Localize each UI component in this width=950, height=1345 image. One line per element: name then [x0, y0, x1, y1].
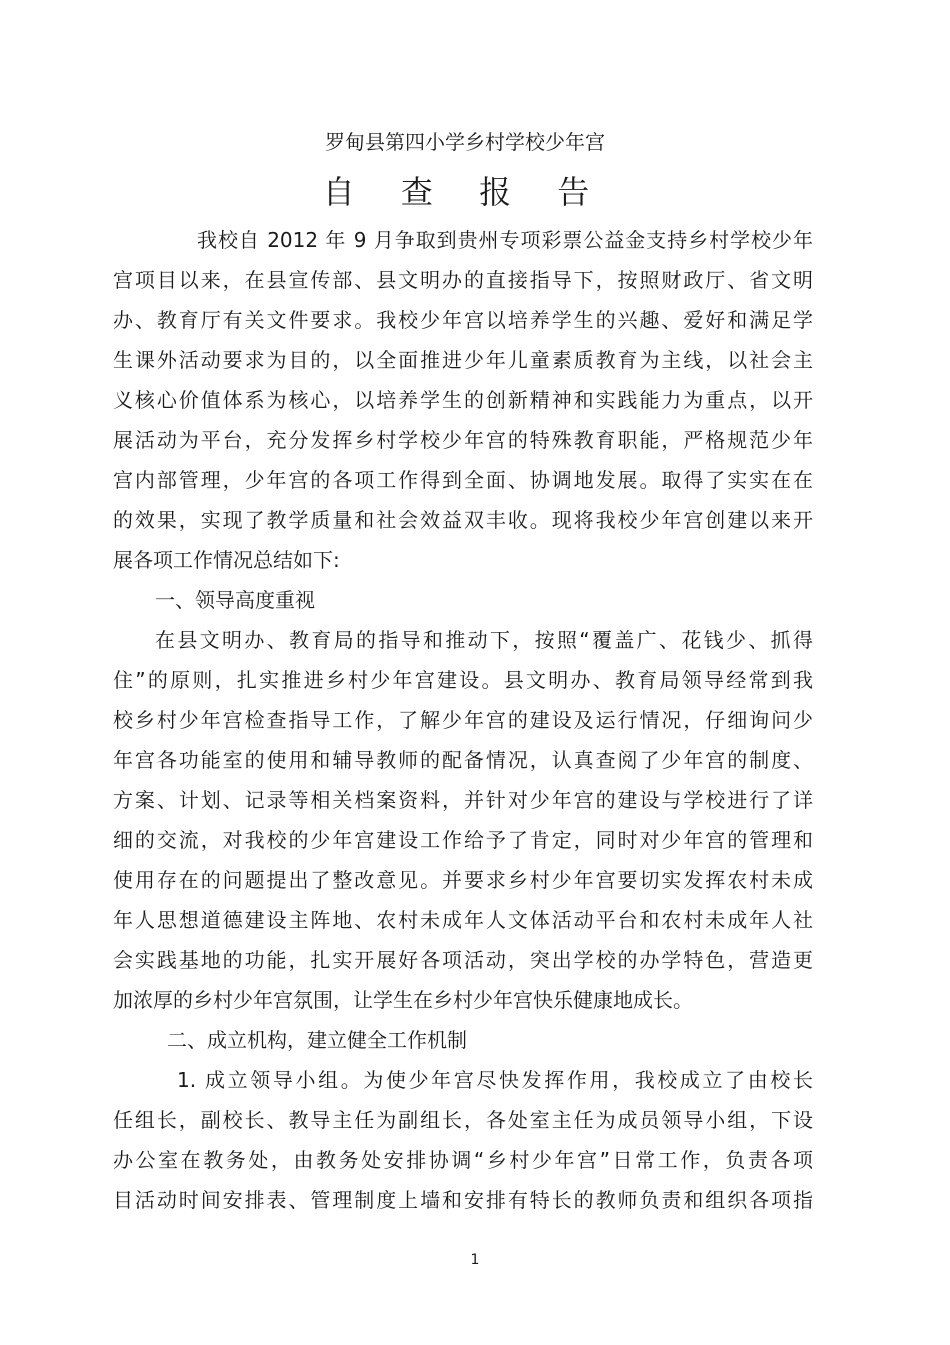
paragraph-line: 校乡村少年宫检查指导工作，了解少年宫的建设及运行情况，仔细询问少: [113, 708, 813, 732]
paragraph-line: 义核心价值体系为核心，以培养学生的创新精神和实践能力为重点，以开: [113, 388, 813, 412]
paragraph-line: 展活动为平台，充分发挥乡村学校少年宫的特殊教育职能，严格规范少年: [113, 428, 813, 452]
paragraph-line: 任组长，副校长、教导主任为副组长，各处室主任为成员领导小组，下设: [113, 1108, 813, 1132]
paragraph-line: 的效果，实现了教学质量和社会效益双丰收。现将我校少年宫创建以来开: [113, 508, 813, 532]
paragraph-line: 使用存在的问题提出了整改意见。并要求乡村少年宫要切实发挥农村未成: [113, 868, 813, 892]
page-number: 1: [470, 1252, 480, 1268]
paragraph-line: 细的交流，对我校的少年宫建设工作给予了肯定，同时对少年宫的管理和: [113, 828, 813, 852]
paragraph-line: 展各项工作情况总结如下:: [113, 548, 340, 572]
paragraph-line: 办、教育厅有关文件要求。我校少年宫以培养学生的兴趣、爱好和满足学: [113, 308, 813, 332]
paragraph-line: 方案、计划、记录等相关档案资料，并针对少年宫的建设与学校进行了详: [113, 788, 813, 812]
document-body: [113, 220, 813, 1220]
section-heading: 二、成立机构，建立健全工作机制: [167, 1028, 467, 1052]
paragraph-line: 目活动时间安排表、管理制度上墙和安排有特长的教师负责和组织各项指: [113, 1188, 813, 1212]
paragraph-line: 住”的原则，扎实推进乡村少年宫建设。县文明办、教育局领导经常到我: [113, 668, 813, 692]
section-heading: 一、领导高度重视: [155, 588, 315, 612]
paragraph-line: 我校自 2012 年 9 月争取到贵州专项彩票公益金支持乡村学校少年: [197, 228, 813, 252]
paragraph-line: 1. 成立领导小组。为使少年宫尽快发挥作用，我校成立了由校长: [177, 1068, 813, 1092]
paragraph-line: 会实践基地的功能，扎实开展好各项活动，突出学校的办学特色，营造更: [113, 948, 813, 972]
paragraph-line: 加浓厚的乡村少年宫氛围，让学生在乡村少年宫快乐健康地成长。: [113, 988, 693, 1012]
document-subtitle: 罗甸县第四小学乡村学校少年宫: [325, 130, 605, 154]
paragraph-line: 宫项目以来，在县宣传部、县文明办的直接指导下，按照财政厅、省文明: [113, 268, 813, 292]
paragraph-line: 年宫各功能室的使用和辅导教师的配备情况，认真查阅了少年宫的制度、: [113, 748, 813, 772]
paragraph-line: 办公室在教务处，由教务处安排协调“乡村少年宫”日常工作，负责各项: [113, 1148, 813, 1172]
paragraph-line: 宫内部管理，少年宫的各项工作得到全面、协调地发展。取得了实实在在: [113, 468, 813, 492]
paragraph-line: 年人思想道德建设主阵地、农村未成年人文体活动平台和农村未成年人社: [113, 908, 813, 932]
document-title: 自 查 报 告: [322, 173, 608, 211]
paragraph-line: 在县文明办、教育局的指导和推动下，按照“覆盖广、花钱少、抓得: [155, 628, 813, 652]
paragraph-line: 生课外活动要求为目的，以全面推进少年儿童素质教育为主线，以社会主: [113, 348, 813, 372]
